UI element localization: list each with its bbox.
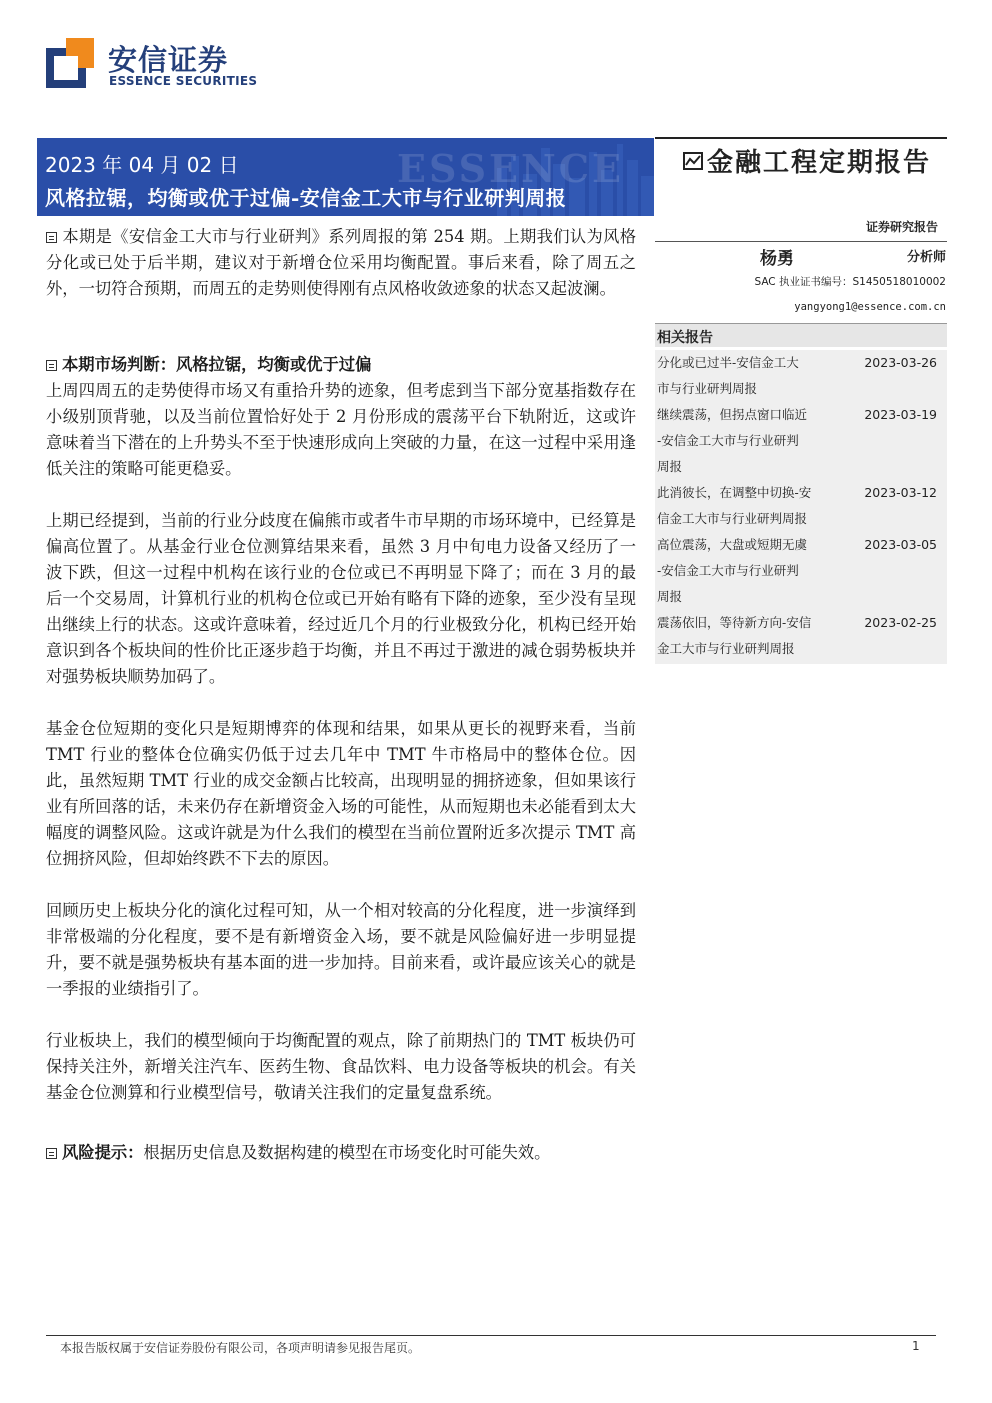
footer-disclaimer: 本报告版权属于安信证券股份有限公司，各项声明请参见报告尾页。 — [60, 1341, 421, 1355]
analyst-sac-number: SAC 执业证书编号：S1450518010002 — [754, 276, 946, 288]
related-report-title — [655, 402, 845, 480]
report-type: 证券研究报告 — [865, 220, 938, 234]
related-report-title — [655, 610, 845, 662]
body-paragraph: 上期已经提到，当前的行业分歧度在偏熊市或者牛市早期的市场环境中，已经算是偏高位置了。从基金行业仓位测算结果来看，虽然 3 月中旬电力设备又经历了一波下跌，但这一过程中机构在该行业的仓位或已不再明显下降了；而在 3 月的最后一个交易周，计算机行业的机构仓位或已开始有略有下降的迹象，至少没有呈现出继续上行的状态。这或许意味着，经过近几个月的行业极致分化，机构已经开始意识到各个板块间的性价比正逐步趋于均衡，并且不再过于激进的减仓弱势板块并对强势板块顺势加码了。 — [46, 511, 636, 686]
related-report-date: 2023-03-12 — [864, 485, 937, 500]
related-report-item[interactable] — [655, 610, 947, 662]
bullet-square-icon — [46, 360, 57, 371]
intro-paragraph — [46, 224, 636, 302]
related-report-date: 2023-03-26 — [864, 355, 937, 370]
report-date: 2023 年 04 月 02 日 — [45, 153, 239, 177]
company-logo — [46, 38, 258, 94]
related-report-item[interactable] — [655, 532, 947, 610]
title-line: 分化或已过半-安信金工大 — [657, 355, 799, 370]
title-line: -安信金工大市与行业研判 — [657, 563, 799, 578]
series-title — [683, 142, 931, 179]
logo-mark-icon — [46, 38, 94, 88]
analyst-name: 杨勇 — [760, 249, 794, 269]
report-body — [46, 224, 636, 1166]
bullet-square-icon — [46, 1148, 57, 1159]
header-rule — [655, 137, 947, 139]
related-report-date: 2023-03-05 — [864, 537, 937, 552]
related-report-title — [655, 350, 845, 402]
page-number: 1 — [912, 1339, 920, 1353]
title-line: 震荡依旧，等待新方向-安信 — [657, 615, 812, 630]
title-line: 金工大市与行业研判周报 — [657, 641, 795, 656]
body-paragraph: 行业板块上，我们的模型倾向于均衡配置的观点，除了前期热门的 TMT 板块仍可保持关注外，新增关注汽车、医药生物、食品饮料、电力设备等板块的机会。有关基金仓位测算和行业模型信号，敬请关注我们的定量复盘系统。 — [46, 1031, 636, 1102]
title-line: 高位震荡，大盘或短期无虞 — [657, 537, 808, 552]
footer-rule — [46, 1335, 936, 1336]
title-banner — [37, 138, 654, 216]
related-report-date: 2023-03-19 — [864, 407, 937, 422]
title-line: 信金工大市与行业研判周报 — [657, 511, 808, 526]
analyst-rule — [655, 241, 947, 242]
body-paragraph: 基金仓位短期的变化只是短期博弈的体现和结果，如果从更长的视野来看，当前 TMT 行业的整体仓位确实仍低于过去几年中 TMT 牛市格局中的整体仓位。因此，虽然短期 TMT 行业的成交金额占比较高，出现明显的拥挤迹象，但如果该行业有所回落的话，未来仍存在新增资金入场的可能性，从而短期也未必能看到太大幅度的调整风险。这或许就是为什么我们的模型在当前位置附近多次提示 TMT 高位拥挤风险，但却始终跌不下去的原因。 — [46, 719, 636, 868]
analyst-email[interactable]: yangyong1@essence.com.cn — [794, 301, 946, 313]
body-paragraph: 回顾历史上板块分化的演化过程可知，从一个相对较高的分化程度，进一步演绎到非常极端的分化程度，要不是有新增资金入场，要不就是风险偏好进一步明显提升，要不就是强势板块有基本面的进一步加持。目前来看，或许最应该关心的就是一季报的业绩指引了。 — [46, 901, 636, 998]
related-report-title — [655, 532, 845, 610]
related-report-date: 2023-02-25 — [864, 615, 937, 630]
section-heading-text: 本期市场判断：风格拉锯，均衡或优于过偏 — [62, 355, 372, 374]
title-line: 继续震荡，但拐点窗口临近 — [657, 407, 808, 422]
title-line: 此消彼长，在调整中切换-安 — [657, 485, 812, 500]
chart-icon — [683, 152, 703, 170]
intro-text: 本期是《安信金工大市与行业研判》系列周报的第 254 期。上期我们认为风格分化或已处于后半期，建议对于新增仓位采用均衡配置。事后来看，除了周五之外，一切符合预期，而周五的走势则使得刚有点风格收敛迹象的状态又起波澜。 — [46, 227, 636, 298]
related-reports-list — [655, 350, 947, 664]
risk-warning — [46, 1140, 606, 1166]
analyst-role: 分析师 — [906, 250, 946, 265]
logo-name-cn: 安信证券 — [108, 43, 229, 77]
related-report-item[interactable] — [655, 350, 947, 402]
section-heading — [46, 352, 636, 378]
risk-text: 根据历史信息及数据构建的模型在市场变化时可能失效。 — [143, 1143, 551, 1162]
series-title-text: 金融工程定期报告 — [707, 148, 932, 178]
related-report-item[interactable] — [655, 402, 947, 480]
title-line: 周报 — [657, 459, 683, 474]
body-paragraph: 上周四周五的走势使得市场又有重拾升势的迹象，但考虑到当下部分宽基指数存在小级别顶背驰，以及当前位置恰好处于 2 月份形成的震荡平台下轨附近，这或许意味着当下潜在的上升势头不至于快速形成向上突破的力量，在这一过程中采用逢低关注的策略可能更稳妥。 — [46, 381, 636, 478]
related-report-title — [655, 480, 845, 532]
related-report-item[interactable] — [655, 480, 947, 532]
risk-label: 风险提示： — [62, 1143, 144, 1162]
report-title: 风格拉锯，均衡或优于过偏-安信金工大市与行业研判周报 — [45, 186, 567, 210]
bullet-square-icon — [46, 232, 57, 243]
related-reports-heading: 相关报告 — [655, 323, 947, 347]
title-line: -安信金工大市与行业研判 — [657, 433, 799, 448]
banner-watermark: ESSENCE — [397, 146, 624, 191]
title-line: 周报 — [657, 589, 683, 604]
title-line: 市与行业研判周报 — [657, 381, 758, 396]
logo-name-en: ESSENCE SECURITIES — [109, 74, 258, 88]
